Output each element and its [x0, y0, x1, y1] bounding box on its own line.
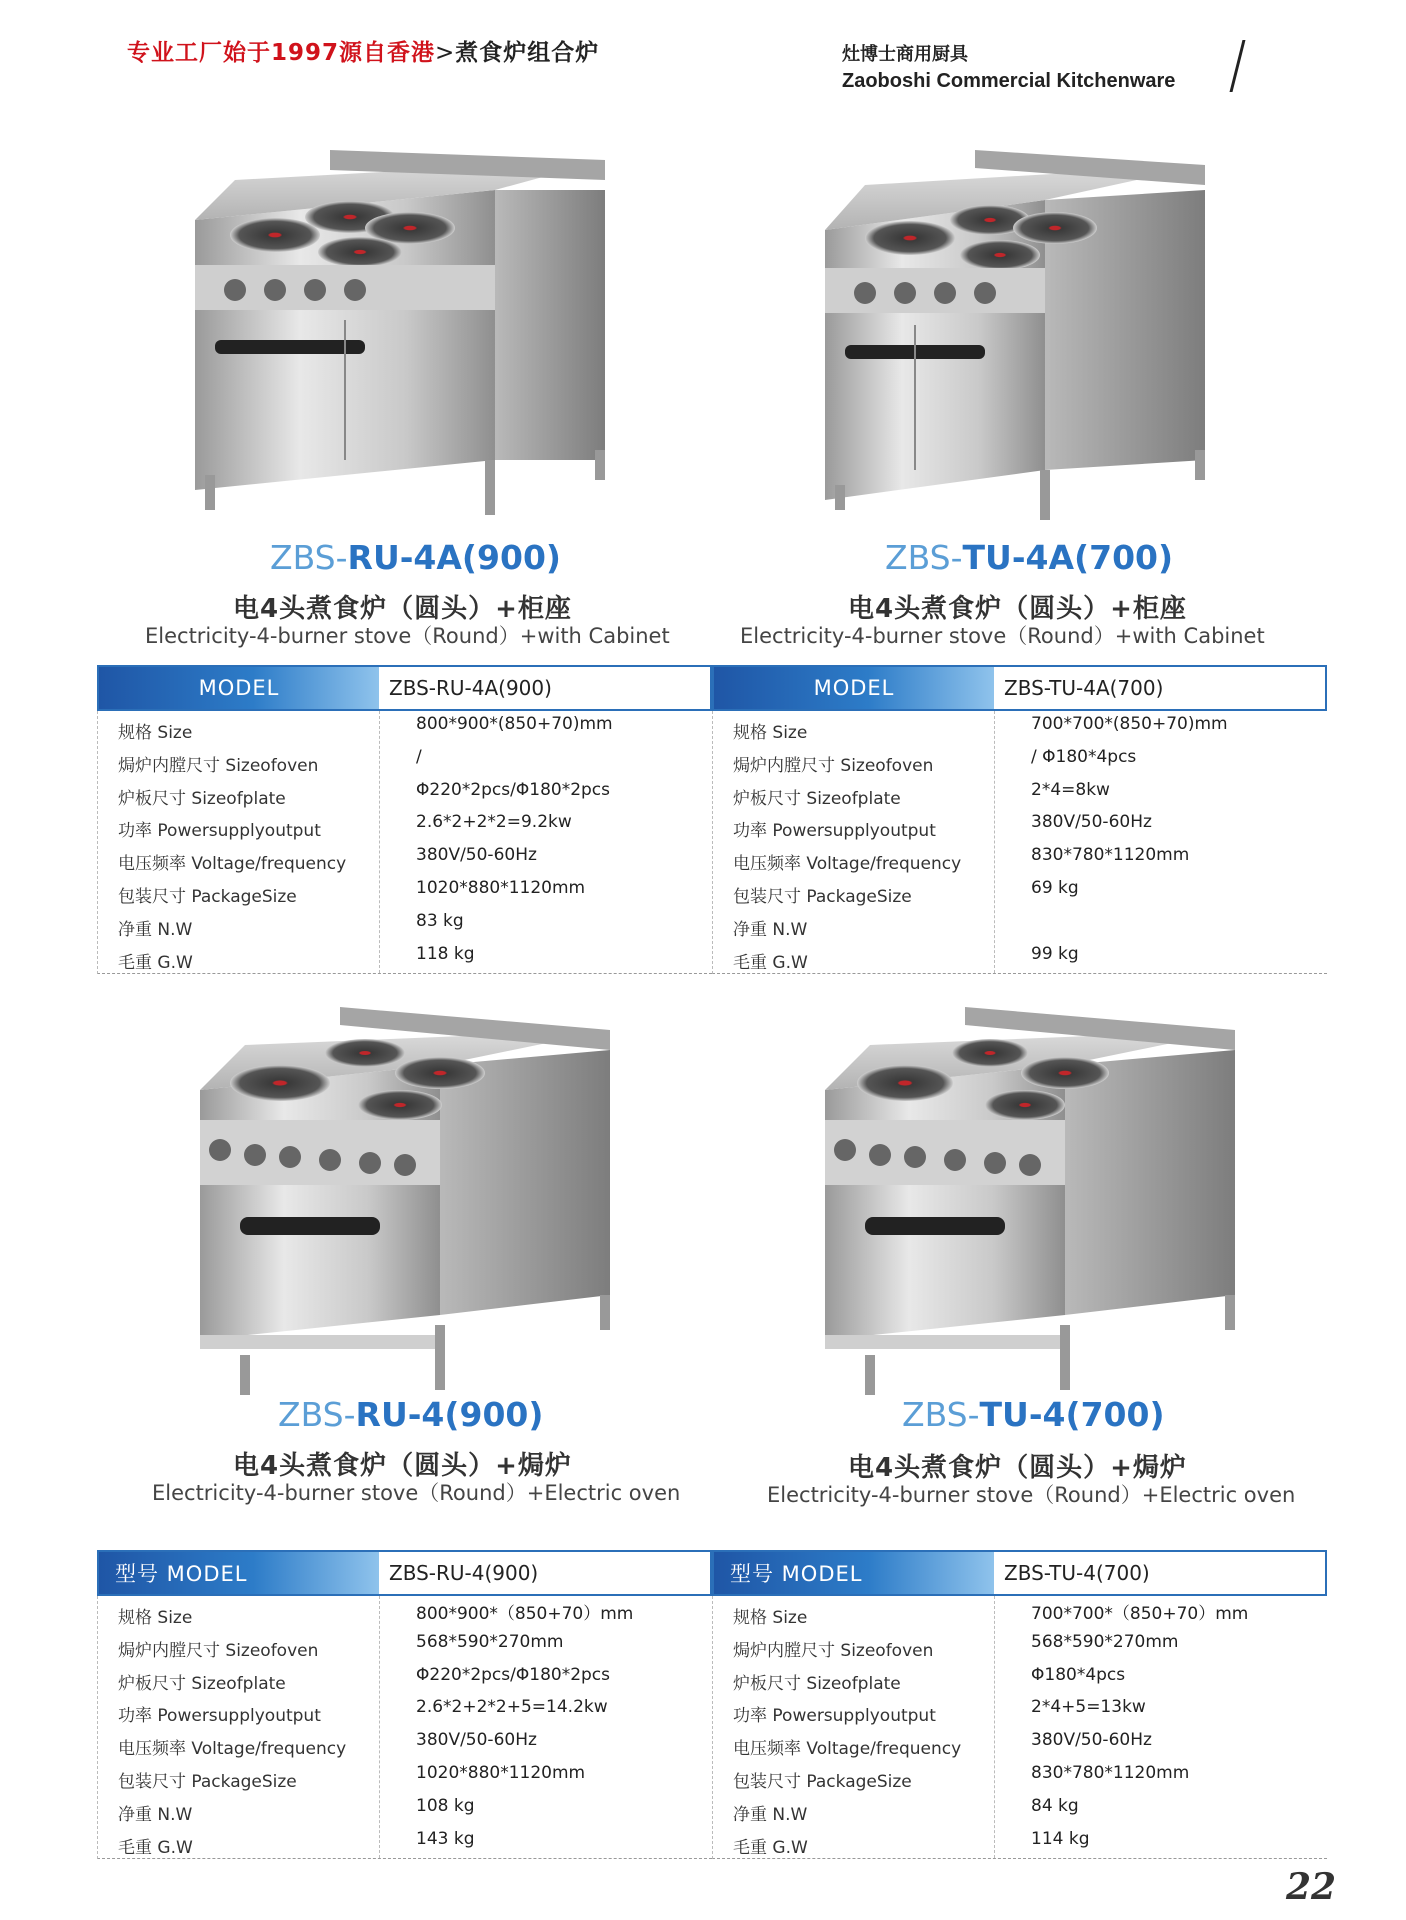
spec-row: [98, 809, 712, 842]
product-name-en: Electricity-4-burner stove（Round）+Electric oven: [767, 1483, 1296, 1507]
spec-value: 800*900*（850+70）mm: [416, 1604, 634, 1624]
product-name-cn: 电4头煮食炉（圆头）+柜座: [233, 594, 572, 624]
spec-value: Φ220*2pcs/Φ180*2pcs: [416, 1664, 611, 1685]
spec-row: [713, 1662, 1327, 1695]
stove-oven-image: [715, 995, 1335, 1415]
brand-name-cn: 灶博士商用厨具: [842, 44, 968, 65]
spec-header-bar: [712, 665, 1327, 711]
spec-table-3: [97, 1550, 712, 1859]
spec-key: 规格 Size: [733, 1608, 808, 1628]
spec-row: [98, 711, 712, 744]
spec-key: 电压频率 Voltage/frequency: [118, 854, 347, 875]
brand-name-en: Zaoboshi Commercial Kitchenware: [842, 70, 1176, 92]
spec-key: 净重 N.W: [118, 1804, 193, 1825]
spec-key: 毛重 G.W: [733, 1837, 808, 1858]
spec-key: 功率 Powersupplyoutput: [733, 1706, 936, 1727]
spec-row: [713, 1793, 1327, 1826]
spec-key: 炉板尺寸 Sizeofplate: [118, 1673, 286, 1694]
product-model-title: [278, 1395, 543, 1434]
spec-row: [713, 744, 1327, 777]
spec-value: 2.6*2+2*2+5=14.2kw: [416, 1697, 608, 1718]
header-slash-divider: [1230, 40, 1246, 92]
stove-oven-image: [95, 995, 715, 1415]
spec-value: 2*4=8kw: [1031, 779, 1110, 800]
spec-row: [98, 941, 712, 974]
header-tagline: [127, 34, 599, 67]
spec-model-label: 型号 MODEL: [714, 1552, 994, 1594]
spec-row: [98, 842, 712, 875]
spec-key: 规格 Size: [118, 723, 193, 743]
spec-header-bar: [712, 1550, 1327, 1596]
spec-value: 69 kg: [1031, 877, 1079, 898]
spec-model-label: 型号 MODEL: [99, 1552, 379, 1594]
spec-key: 包装尺寸 PackageSize: [733, 1771, 912, 1792]
spec-row: [713, 842, 1327, 875]
spec-value: 380V/50-60Hz: [416, 845, 537, 866]
spec-value: Φ220*2pcs/Φ180*2pcs: [416, 779, 611, 800]
spec-key: 包装尺寸 PackageSize: [118, 1771, 297, 1792]
stove-cabinet-image: [715, 140, 1335, 540]
spec-value: 118 kg: [416, 943, 475, 964]
spec-value: 380V/50-60Hz: [1031, 1730, 1152, 1751]
spec-value: 380V/50-60Hz: [416, 1730, 537, 1751]
spec-row: [98, 1629, 712, 1662]
spec-key: 毛重 G.W: [118, 952, 193, 973]
spec-row: [713, 1826, 1327, 1859]
spec-key: 电压频率 Voltage/frequency: [733, 854, 962, 875]
spec-row: [713, 875, 1327, 908]
spec-key: 净重 N.W: [733, 919, 808, 940]
spec-value: 700*700*(850+70)mm: [1031, 714, 1228, 734]
spec-row: [713, 809, 1327, 842]
spec-value: 568*590*270mm: [1031, 1631, 1179, 1652]
spec-value: 143 kg: [416, 1828, 475, 1849]
spec-value: Φ180*4pcs: [1031, 1664, 1126, 1685]
spec-value: 380V/50-60Hz: [1031, 812, 1152, 833]
spec-key: 焗炉内膛尺寸 Sizeofoven: [733, 755, 934, 776]
spec-value: 2.6*2+2*2=9.2kw: [416, 812, 572, 833]
product-name-cn: 电4头煮食炉（圆头）+焗炉: [848, 1453, 1187, 1483]
spec-row: [713, 711, 1327, 744]
model-code: RU-4(900): [355, 1395, 544, 1434]
spec-value: /: [416, 746, 422, 767]
spec-row: [98, 777, 712, 810]
model-code: RU-4A(900): [347, 538, 561, 577]
spec-row: [713, 1760, 1327, 1793]
spec-key: 净重 N.W: [118, 919, 193, 940]
spec-value: 568*590*270mm: [416, 1631, 564, 1652]
spec-value: 108 kg: [416, 1795, 475, 1816]
model-prefix: ZBS-: [885, 538, 963, 577]
spec-value: 114 kg: [1031, 1828, 1090, 1849]
spec-key: 毛重 G.W: [118, 1837, 193, 1858]
model-prefix: ZBS-: [902, 1395, 980, 1434]
spec-rows: [712, 711, 1327, 974]
spec-row: [98, 1793, 712, 1826]
spec-header-bar: [97, 1550, 712, 1596]
spec-model-value: ZBS-TU-4(700): [1004, 1561, 1150, 1585]
spec-row: [98, 744, 712, 777]
spec-value: 830*780*1120mm: [1031, 845, 1190, 866]
spec-key: 电压频率 Voltage/frequency: [733, 1739, 962, 1760]
spec-row: [713, 908, 1327, 941]
product-name-cn: 电4头煮食炉（圆头）+焗炉: [233, 1451, 572, 1481]
spec-value: 2*4+5=13kw: [1031, 1697, 1146, 1718]
spec-table-4: [712, 1550, 1327, 1859]
model-prefix: ZBS-: [270, 538, 348, 577]
spec-key: 包装尺寸 PackageSize: [118, 886, 297, 907]
spec-row: [98, 1662, 712, 1695]
product-model-title: [270, 538, 561, 577]
spec-value: 99 kg: [1031, 943, 1079, 964]
spec-key: 焗炉内膛尺寸 Sizeofoven: [118, 755, 319, 776]
spec-model-label: MODEL: [99, 667, 379, 709]
spec-value: 830*780*1120mm: [1031, 1762, 1190, 1783]
spec-key: 包装尺寸 PackageSize: [733, 886, 912, 907]
spec-row: [98, 908, 712, 941]
spec-value: 700*700*（850+70）mm: [1031, 1604, 1249, 1624]
model-prefix: ZBS-: [278, 1395, 356, 1434]
spec-value: 1020*880*1120mm: [416, 1762, 586, 1783]
spec-rows: [97, 711, 712, 974]
spec-row: [98, 1596, 712, 1629]
spec-key: 功率 Powersupplyoutput: [118, 1706, 321, 1727]
product-name-cn: 电4头煮食炉（圆头）+柜座: [848, 594, 1187, 624]
spec-value: 800*900*(850+70)mm: [416, 714, 613, 734]
spec-row: [713, 1727, 1327, 1760]
spec-row: [713, 1694, 1327, 1727]
spec-key: 功率 Powersupplyoutput: [118, 821, 321, 842]
spec-model-value: ZBS-RU-4(900): [389, 1561, 539, 1585]
page-number: 22: [1286, 1866, 1337, 1908]
tagline-category: 煮食炉组合炉: [455, 40, 600, 66]
spec-value: 1020*880*1120mm: [416, 877, 586, 898]
spec-key: 炉板尺寸 Sizeofplate: [118, 788, 286, 809]
spec-key: 净重 N.W: [733, 1804, 808, 1825]
spec-row: [98, 1826, 712, 1859]
spec-header-bar: [97, 665, 712, 711]
model-code: TU-4(700): [979, 1395, 1165, 1434]
stove-cabinet-image: [95, 140, 715, 540]
spec-key: 规格 Size: [118, 1608, 193, 1628]
spec-table-1: [97, 665, 712, 974]
product-model-title: [902, 1395, 1165, 1434]
product-model-title: [885, 538, 1173, 577]
spec-value: 84 kg: [1031, 1795, 1079, 1816]
spec-row: [98, 1727, 712, 1760]
spec-row: [98, 1760, 712, 1793]
spec-rows: [97, 1596, 712, 1859]
spec-key: 功率 Powersupplyoutput: [733, 821, 936, 842]
spec-row: [713, 1629, 1327, 1662]
spec-row: [98, 1694, 712, 1727]
spec-key: 电压频率 Voltage/frequency: [118, 1739, 347, 1760]
spec-key: 规格 Size: [733, 723, 808, 743]
product-name-en: Electricity-4-burner stove（Round）+with Cabinet: [740, 624, 1265, 648]
spec-row: [713, 1596, 1327, 1629]
spec-model-value: ZBS-RU-4A(900): [389, 676, 552, 700]
spec-model-value: ZBS-TU-4A(700): [1004, 676, 1164, 700]
spec-row: [98, 875, 712, 908]
spec-table-2: [712, 665, 1327, 974]
spec-key: 炉板尺寸 Sizeofplate: [733, 788, 901, 809]
spec-value: 83 kg: [416, 910, 464, 931]
spec-key: 炉板尺寸 Sizeofplate: [733, 1673, 901, 1694]
spec-value: / Φ180*4pcs: [1031, 746, 1137, 767]
spec-key: 焗炉内膛尺寸 Sizeofoven: [733, 1640, 934, 1661]
tagline-red: 专业工厂始于1997源自香港: [127, 40, 436, 66]
spec-row: [713, 777, 1327, 810]
spec-key: 焗炉内膛尺寸 Sizeofoven: [118, 1640, 319, 1661]
tagline-arrow: >: [435, 40, 456, 66]
model-code: TU-4A(700): [962, 538, 1174, 577]
product-name-en: Electricity-4-burner stove（Round）+Electric oven: [152, 1481, 681, 1505]
spec-key: 毛重 G.W: [733, 952, 808, 973]
spec-row: [713, 941, 1327, 974]
product-name-en: Electricity-4-burner stove（Round）+with Cabinet: [145, 624, 670, 648]
spec-model-label: MODEL: [714, 667, 994, 709]
spec-rows: [712, 1596, 1327, 1859]
